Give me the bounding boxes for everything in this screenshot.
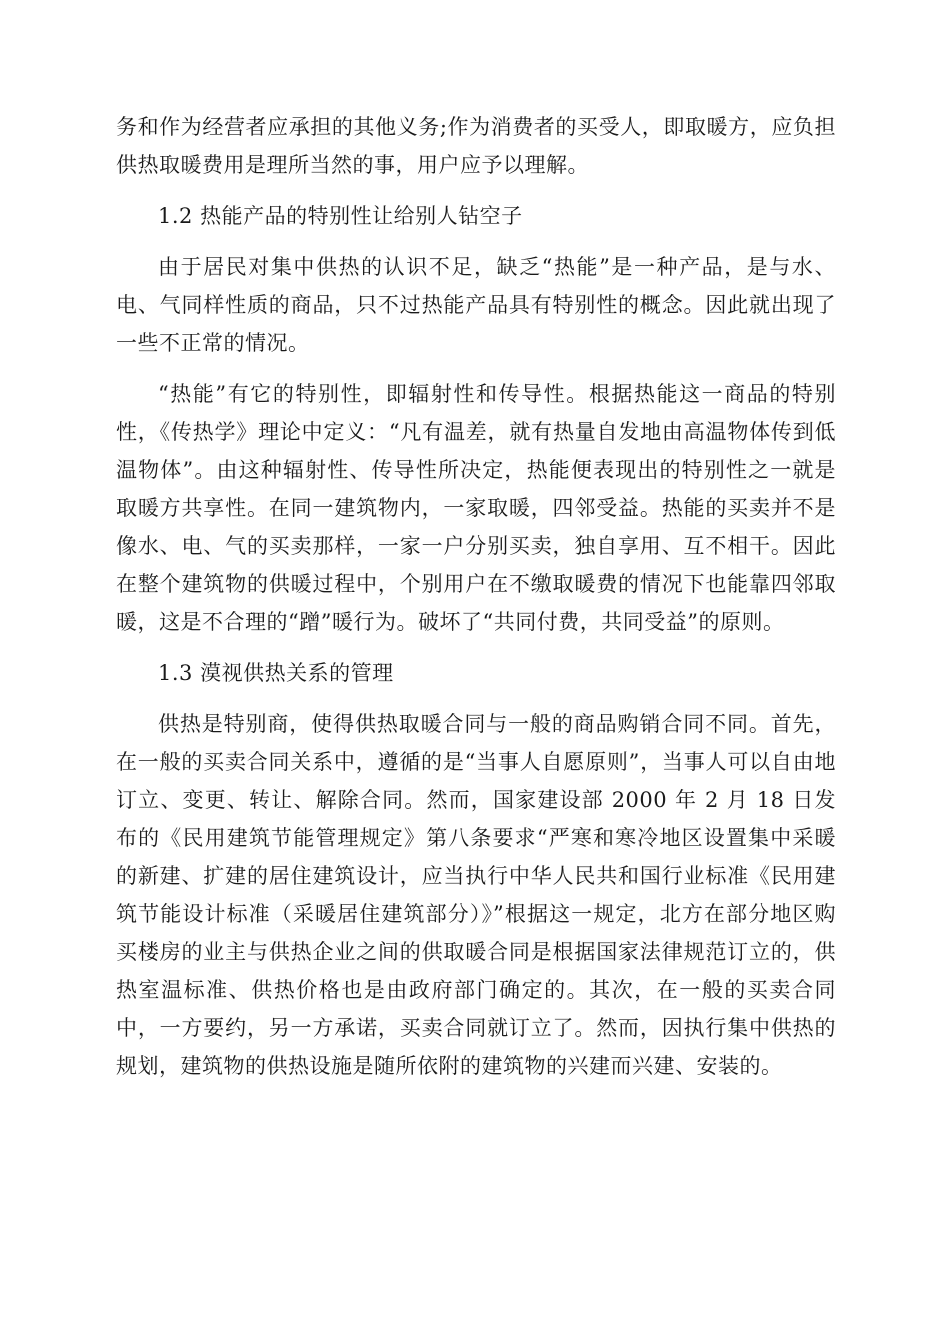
document-body <box>116 108 836 1098</box>
paragraph-continuation: 务和作为经营者应承担的其他义务;作为消费者的买受人，即取暖方，应负担供热取暖费用是理所当然的事，用户应予以理解。 <box>116 115 836 177</box>
paragraph-heat-particularity: “热能”有它的特别性，即辐射性和传导性。根据热能这一商品的特别性，《传热学》理论中定义：“凡有温差，就有热量自发地由高温物体传到低温物体”。由这种辐射性、传导性所决定，热能便表现出的特别性之一就是取暖方共享性。在同一建筑物内，一家取暖，四邻受益。热能的买卖并不是像水、电、气的买卖那样，一家一户分别买卖，独自享用、互不相干。因此在整个建筑物的供暖过程中，个别用户在不缴取暖费的情况下也能靠四邻取暖，这是不合理的“蹭”暖行为。破坏了“共同付费，共同受益”的原则。 <box>116 382 836 634</box>
section-heading-1-3: 1.3 漠视供热关系的管理 <box>158 661 394 685</box>
paragraph-heating-contract: 供热是特别商，使得供热取暖合同与一般的商品购销合同不同。首先，在一般的买卖合同关系中，遵循的是“当事人自愿原则”，当事人可以自由地订立、变更、转让、解除合同。然而，国家建设部 2000 年 2 月 18 日发布的《民用建筑节能管理规定》第八条要求“严寒和寒冷地区设置集中采暖的新建、扩建的居住建筑设计，应当执行中华人民共和国行业标准《民用建筑节能设计标准（采暖居住建筑部分）》”根据这一规定，北方在部分地区购买楼房的业主与供热企业之间的供取暖合同是根据国家法律规范订立的，供热室温标准、供热价格也是由政府部门确定的。其次，在一般的买卖合同中，一方要约，另一方承诺，买卖合同就订立了。然而，因执行集中供热的规划，建筑物的供热设施是随所依附的建筑物的兴建而兴建、安装的。 <box>116 712 836 1078</box>
paragraph-residents-awareness: 由于居民对集中供热的认识不足，缺乏“热能”是一种产品，是与水、电、气同样性质的商品，只不过热能产品具有特别性的概念。因此就出现了一些不正常的情况。 <box>116 255 836 355</box>
section-heading-1-2: 1.2 热能产品的特别性让给别人钻空子 <box>158 204 523 228</box>
